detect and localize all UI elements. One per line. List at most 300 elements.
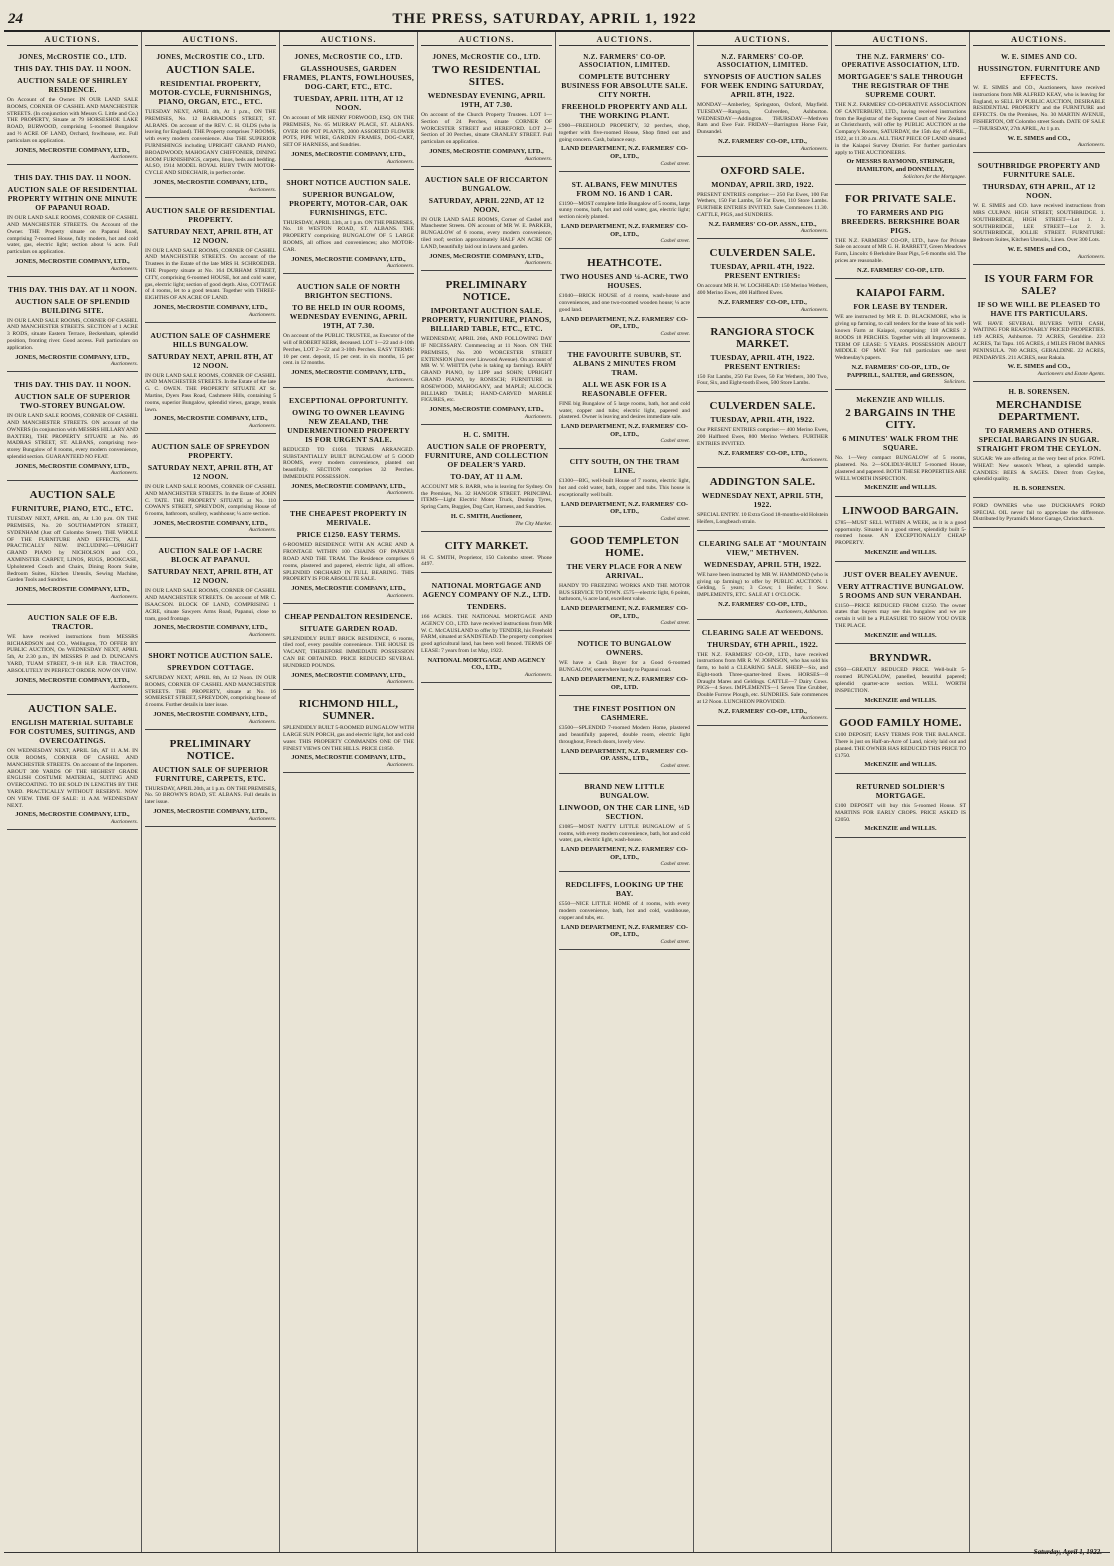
ad-body: WEDNESDAY, APRIL 26th, AND FOLLOWING DAY IF NECESSARY. Commencing at 11 Noon. ON THE PREMISES, No. 200 WORCESTER STREET EXTENSION (Just over Linwood Avenue). On account of MR W. V. WHITTA (who is taking up farming). BABY GRAND PIANO, by LIPP and SOHN; UPRIGHT GRAND PIANO, by RONISCH; FURNITURE in ROSEWOOD, MAHOGANY, and MAPLE; ALCOCK BILLIARD TABLE; HAND-CARVED MARBLE FIGURES, etc. [421,336,552,404]
ad-headline: SHORT NOTICE AUCTION SALE. [286,177,411,187]
ad-subheadline: AUCTION SALE OF SHIRLEY RESIDENCE. [17,76,128,94]
ad-body: £100 DEPOSIT, EASY TERMS FOR THE BALANCE. There is just on Half-an-Acre of Land, nicely laid out and planted. THE OWNER HAS REDUCED THIS PRICE TO £1750. [835,732,966,759]
ad-body: On account of the PUBLIC TRUSTEE, as Executor of the will of ROBERT KERR, deceased. LOT 1—22 and 4-10th Perches, LOT 2—22 and 3-10th Perches. EASY TERMS: 10 per cent. deposit, 15 per cent. in six months, 15 per cent. in 12 months. [283,333,414,367]
ad-subheadline: IF SO WE WILL BE PLEASED TO HAVE ITS PARTICULARS. [977,299,1101,318]
ad-headline: MORTGAGEE'S SALE THROUGH THE REGISTRAR OF THE SUPREME COURT. [837,72,964,99]
ad-headline: AUCTION SALE OF RESIDENTIAL PROPERTY. [145,205,276,224]
ad-subheadline: TO FARMERS AND OTHERS. SPECIAL BARGAINS IN SUGAR. STRAIGHT FROM THE CEYLON. [976,425,1102,453]
ad-signature-role: Cashel street. [660,861,690,868]
ad-headline: AUCTION SALE OF CASHMERE HILLS BUNGALOW. [150,330,271,349]
ad-auctioneer: N.Z. FARMERS' CO-OP. ASSOCIATION, LIMITED. [578,53,671,69]
ad-headline: CITY SOUTH, ON THE TRAM LINE. [569,457,680,476]
ad-body: THE N.Z. FARMERS' CO-OP., LTD., have for Private Sale on account of MR G. H. BARRETT, Green Meadows Farm, Lincoln: 6 Berkshire Boar Pigs, 5-6 months old. The prices are reasonable. [835,237,966,264]
ad-signature-role: Auctioneers. [800,715,828,722]
ad-headline: REDCLIFFS, LOOKING UP THE BAY. [565,880,684,899]
ad-signature: W. E. SIMES and CO., [1007,134,1071,142]
ad-headline: SYNOPSIS OF AUCTION SALES FOR WEEK ENDING SATURDAY, APRIL 8TH, 1922. [701,72,824,99]
ad-body: THE N.Z. FARMERS' CO-OP., LTD., have received instructions from MR R. W. JOHNSON, who has sold his farm, to hold a CLEARING SALE. SHEEP—Six, and Eight-tooth Three-quarter-bred Ewes. HORSES—8 Draught Mares and Geldings. CATTLE—7 Dairy Cows. PIGS—4 Sows. IMPLEMENTS—1 Seven Tine Grubber, Double Furrow Plough, etc. SUNDRIES. Sale commences at 12 Noon. LUNCHEON PROVIDED. [697,651,828,706]
ad-subheadline: TUESDAY, APRIL 11TH, AT 12 NOON. [293,94,404,112]
classified-ad [697,471,828,531]
ad-body: SPECIAL ENTRY. 10 Extra Good 18-months-old Holstein Heifers, Longbeach strain. [697,512,828,525]
ad-auctioneer: THE N.Z. FARMERS' CO-OPERATIVE ASSOCIATION, LTD. [841,53,960,69]
ad-body: 150 Fat Lambs, 250 Fat Ewes, 50 Fat Wethers, 300 Two, Four, Six, and Eight-tooth Ewes, 500 Store Lambs. [697,373,828,387]
ad-body: WE have a Cash Buyer for a Good 6-roomed BUNGALOW, somewhere handy to Papanui road. [559,660,690,674]
classified-ad [697,242,828,317]
ad-headline: THE FAVOURITE SUBURB, ST. ALBANS 2 MINUTES FROM TRAM. [567,349,682,377]
classified-ad [421,170,552,272]
ad-headline: AUCTION SALE OF 1-ACRE BLOCK AT PAPANUI. [158,546,263,565]
ad-subheadline: LINWOOD, ON THE CAR LINE, ½D SECTION. [559,802,690,821]
ad-signature-role: Auctioneers. [1077,253,1105,260]
classified-ad [421,274,552,425]
ad-signature-role: Auctioneers. [248,527,276,534]
ad-signature: JONES, McCROSTIE COMPANY, LTD., [15,586,130,594]
ad-headline: JUST OVER BEALEY AVENUE. [843,569,958,579]
ad-body: TUESDAY NEXT, APRIL 4th, At 1 p.m., ON THE PREMISES, No. 12 BARBADOES STREET, ST. ALBANS. On account of the REV. C. H. OLDS (who is leaving for England). THE Property comprises 7 ROOMS, with every modern convenience. Also THE SUPERIOR FURNISHINGS including UPRIGHT GRAND PIANO, BROADWOOD; MAHOGANY CHIFFONIER, DINING ROOM FURNISHINGS, carpets, linos, beds and bedding. ALSO, 1914 MODEL ROYAL RUBY TWIN MOTOR-CYCLE AND SIDECHAIR, in perfect order. [145,109,276,177]
ad-subheadline: AUCTION SALE OF SUPERIOR TWO-STOREY BUNGALOW. [14,392,131,411]
newspaper-page [4,4,1110,1558]
ad-signature: McKENZIE and WILLIS. [864,484,937,492]
ad-body: WE have been instructed by MR W. HAMMOND (who is giving up farming) to offer by PUBLIC AUCTION. 1 Gelding, 5 years; 3 Cows; 1 Heifer; 1 Sow. IMPLEMENTS, ETC. SALE AT 1 O'CLOCK. [697,571,828,599]
ad-body: IN OUR LAND SALE ROOMS, CORNER OF CASHEL AND MANCHESTER STREETS. On account of the Trustees in the Estate of the late MRS H. SCHROEDER. THE Property situate at No. 164 DURHAM STREET, CITY, comprising 6-roomed HOUSE, hot and cold water, gas, electric light; section of good depth. Also, COTTAGE of 4 rooms, let to a good tenant. Together with THREE-EIGHTHS OF AN ACRE OF LAND. [145,247,276,302]
ad-headline: CHEAP PENDALTON RESIDENCE. [284,611,413,621]
ad-body: On account of MR HENRY FORWOOD, ESQ. ON THE PREMISES, No. 65 MURRAY PLACE, ST. ALBANS. OVER 100 POT PLANTS, 2000 ASSORTED FLOWER POTS, PIPE WIRE, GARDEN FRAMES, DOG-CART, SET OF HARNESS, and Sundries. [283,115,414,149]
classified-ad [145,437,276,539]
classified-ad [835,565,966,645]
classified-ad [697,534,828,620]
ad-signature: McKENZIE and WILLIS. [864,549,937,557]
ad-signature-role: Cashel street. [660,160,690,167]
classified-ad [421,50,552,167]
ad-body: £100 DEPOSIT will buy this 5-roomed House. ST MARTINS FOR EARLY CROPS. PRICE ASKED IS £2050. [835,803,966,823]
ad-signature: LAND DEPARTMENT, N.Z. FARMERS' CO-OP., LTD., [560,222,689,238]
ad-subheadline: AUCTION SALE OF SPLENDID BUILDING SITE. [15,296,130,315]
column-4 [418,32,556,1552]
classified-ad [283,504,414,603]
ad-body: £550—NICE LITTLE HOME of 4 rooms, with every modern convenience, bath, hot and cold, washhouse, copper and tubs, etc. [559,901,690,921]
ad-signature-role: Cashel street. [660,438,690,445]
ad-signature-role: Cashel street. [660,330,690,337]
ad-body: IN OUR LAND SALE ROOMS, Corner of Cashel and Manchester Streets. ON account of MR W. E. PARKER, BUNGALOW of 6 rooms, every modern convenience, tiled roof; section approximately HALF AN ACRE OF LAND, beautifully laid out in lawns and garden. [421,216,552,250]
ad-subheadline: WEDNESDAY EVENING, APRIL 19TH, AT 7.30. [427,91,546,109]
ad-signature-role: Solicitors for the Mortgagee. [903,173,966,180]
ad-body: On account MR H. W. LOCHHEAD: 150 Merino Wethers, 400 Merino Ewes, 400 Halfbred Ewes. [697,283,828,297]
ad-headline: IS YOUR FARM FOR SALE? [984,272,1094,297]
ad-signature: H. C. SMITH, Auctioneer, [450,512,523,520]
ad-subheadline: RESIDENTIAL PROPERTY, MOTOR-CYCLE, FURNISHINGS, PIANO, ORGAN, ETC., ETC. [149,79,272,106]
ad-signature-role: Auctioneers. [386,490,414,497]
section-title: AUCTIONS. [559,32,690,46]
ad-signature-role: Auctioneers. [524,413,552,420]
ad-signature: JONES, McCROSTIE COMPANY, LTD., [153,808,268,816]
ad-auctioneer: JONES, McCROSTIE CO., LTD. [432,53,541,61]
ad-headline: ST. ALBANS, FEW MINUTES FROM NO. 16 AND 1 CAR. [571,179,678,198]
ad-headline: HUSSINGTON. FURNITURE AND EFFECTS. [977,64,1101,82]
ad-signature-role: Auctioneers and Estate Agents. [1037,370,1105,377]
ad-signature: JONES, McCROSTIE COMPANY, LTD., [291,255,406,263]
ad-signature: N.Z. FARMERS' CO-OP., LTD., [718,298,807,306]
ad-signature-role: Auctioneers. [386,263,414,270]
ad-subheadline: SUPERIOR BUNGALOW, PROPERTY, MOTOR-CAR, OAK FURNISHINGS, ETC. [289,189,408,217]
ad-body: HANDY TO FREEZING WORKS AND THE MOTOR BUS SERVICE TO TOWN. £575—electric light, 6 points, bathroom, ¼ acre land, excellent value. [559,582,690,603]
classified-ad [559,50,690,172]
ad-body: WE HAVE SEVERAL BUYERS WITH CASH, WAITING FOR REASONABLY PRICED PROPERTIES. 149 ACRES, Ashburton. 72 ACRES, Geraldine. 233 ACRES, Tai Tapu. 105 ACRES, 4 MILES FROM BANKS PENINSULA. 780 ACRES, GERALDINE. 22 ACRES, PENDARVES. 211 ACRES, near Rakaia. [973,320,1105,361]
classified-ad [835,188,966,280]
ad-signature: JONES, McCROSTIE COMPANY, LTD., [153,711,268,719]
ad-signature-role: Cashel street. [660,515,690,522]
ad-headline: TWO RESIDENTIAL SITES. [432,64,541,88]
ad-subheadline: THE VERY PLACE FOR A NEW ARRIVAL. [566,561,683,580]
classified-ad [145,646,276,730]
ad-signature: JONES, McCROSTIE COMPANY, LTD., [153,303,268,311]
ad-subheadline: ALL WE ASK FOR IS A REASONABLE OFFER. [581,379,668,398]
ad-signature: JONES, McCROSTIE COMPANY, LTD., [291,754,406,762]
ad-signature-role: Auctioneers. [524,155,552,162]
ad-subheadline: ENGLISH MATERIAL SUITABLE FOR COSTUMES, SUITINGS, AND OVERCOATINGS. [9,718,136,746]
ad-subheadline: SATURDAY, APRIL 22ND, AT 12 NOON. [428,195,545,214]
ad-headline: RANGIORA STOCK MARKET. [710,325,815,350]
ad-signature: LAND DEPARTMENT, N.Z. FARMERS' CO-OP., LTD., [560,846,689,861]
classified-ad [973,268,1105,382]
ad-auctioneer: H. B. SORENSEN. [1008,387,1070,396]
footer-date: Saturday, April 1, 1922. [1033,1548,1102,1556]
classified-ad [835,712,966,774]
ad-columns [4,32,1110,1553]
ad-headline: LINWOOD BARGAIN. [842,504,959,517]
column-1 [4,32,142,1552]
ad-headline: HEATHCOTE. [587,257,662,270]
ad-headline: GOOD FAMILY HOME. [839,717,962,730]
ad-signature-role: Auctioneers. [248,422,276,429]
ad-body: £1190—MOST complete little Bungalow of 5 rooms, large sunny rooms, bath, hot and cold water, gas, electric light; section nicely planted. [559,200,690,221]
ad-signature-role: Auctioneers. [800,457,828,464]
section-title: AUCTIONS. [973,32,1105,46]
ad-headline: AUCTION SALE OF E.B. TRACTOR. [27,612,118,631]
classified-ad [697,395,828,468]
ad-subheadline: TO BE HELD IN OUR ROOMS, WEDNESDAY EVENING, APRIL 19TH, AT 7.30. [289,303,408,331]
classified-ad [973,385,1105,498]
ad-signature-role: Cashel street. [660,238,690,245]
section-title: AUCTIONS. [421,32,552,46]
ad-subheadline: FOR LEASE BY TENDER. [853,302,948,312]
ad-body: THURSDAY, APRIL 20th, at 1 p.m. ON THE PREMISES, No. 50 BROWN'S ROAD, ST. ALBANS. Full details in later issue. [145,785,276,806]
column-5 [556,32,694,1552]
ad-body: THE N.Z. FARMERS' CO-OPERATIVE ASSOCIATION OF CANTERBURY, LTD., having received instructions from the Registrar of the Supreme Court of New Zealand at Christchurch, will offer by PUBLIC AUCTION at the Company's Rooms, SATURDAY, the 15th day of APRIL, 1922, at 11.30 a.m. ALL THAT PIECE OF LAND situated in the Kaiapoi Survey District. For further particulars apply to THE AUCTIONEERS. [835,102,966,156]
ad-signature: McKENZIE and WILLIS. [864,631,937,639]
ad-subheadline: VERY ATTRACTIVE BUNGALOW. 5 ROOMS AND SUN VERANDAH. [837,581,964,600]
ad-headline: PRELIMINARY NOTICE. [169,737,252,762]
ad-headline: AUCTION SALE. [166,64,255,76]
ad-signature: N.Z. FARMERS' CO-OP. ASSN., LTD., [708,220,817,228]
ad-signature: NATIONAL MORTGAGE AND AGENCY CO., LTD., [427,656,546,672]
classified-ad [283,50,414,170]
ad-signature-role: Cashel street. [660,620,690,627]
ad-body: On Account of the Owner. IN OUR LAND SALE ROOMS, CORNER OF CASHEL AND MANCHESTER STREETS. (In conjunction with Messrs G. Little and Co.) THE PROPERTY, Situate at 79 HORSESHOE LAKE ROAD, BURWOOD, comprising 5-roomed Bungalow and ½ ACRE OF LAND, Orchard, fowlhouse, etc. Full particulars on application. [7,97,138,144]
ad-signature: W. E. SIMES and CO., [1007,363,1071,371]
ad-subheadline: WEDNESDAY, APRIL 5TH, 1922. [703,559,822,569]
ad-signature-role: Auctioneers. [248,718,276,725]
ad-body: W. E. SIMES and CO. have received instructions from MRS CULPAN. HIGH STREET, SOUTHBRIDGE. 1. SOUTHBRIDGE, HIGH STREET—Lot 1. 2. SOUTHBRIDGE, LEE STREET—Lot 2. 3. SOUTHBRIDGE, JOLLIE STREET. FURNITURE: Bedroom Suites, Kitchen Utensils, Linen. Over 300 Lots. [973,203,1105,244]
ad-signature-role: Auctioneers. [110,470,138,477]
classified-ad [559,452,690,527]
ad-signature: LAND DEPARTMENT, N.Z. FARMERS' CO-OP., LTD., [560,605,689,620]
ad-signature: McKENZIE and WILLIS. [864,825,937,833]
ad-headline: MERCHANDISE DEPARTMENT. [996,398,1082,423]
section-title: AUCTIONS. [7,32,138,46]
page-number: 24 [8,11,23,27]
ad-auctioneer: H. C. SMITH. [463,430,510,439]
ad-signature: McKENZIE and WILLIS. [864,696,937,704]
ad-auctioneer: McKENZIE AND WILLIS. [856,396,945,405]
ad-headline: CLEARING SALE AT "MOUNTAIN VIEW," METHVEN. [698,538,827,557]
ad-headline: BRYNDWR. [869,652,932,665]
ad-signature: N.Z. FARMERS' CO-OP., LTD., [718,707,807,715]
classified-ad [697,321,828,393]
ad-subheadline: PRICE £1250. EASY TERMS. [296,530,401,540]
classified-ad [973,50,1105,153]
ad-signature-role: Auctioneers. [248,186,276,193]
ad-signature: JONES, McCROSTIE COMPANY, LTD., [291,482,406,490]
classified-ad [973,156,1105,264]
column-2 [142,32,280,1552]
ad-signature-role: Auctioneers. [110,593,138,600]
ad-signature: JONES, McCROSTIE COMPANY, LTD., [153,519,268,527]
section-title: AUCTIONS. [697,32,828,46]
ad-body: IN OUR LAND SALE ROOMS, CORNER OF CASHEL AND MANCHESTER STREETS. ON account of the OWNERS (in conjunction with MESSRS HILLARY AND BAXTER), THE PROPERTY SITUATE at No. 46 MADRAS STREET, ST. ALBANS, comprising two-storey Bungalow of 8 rooms, every modern convenience, splendid section. GUARANTEED NO FEAT. [7,413,138,460]
ad-body: PRESENT ENTRIES comprise:— 250 Fat Ewes, 100 Fat Wethers, 150 Fat Lambs, 50 Fat Ewes, 110 Store Lambs. FURTHER ENTRIES INVITED. Sale Commences 11.30. CATTLE, PIGS, and SUNDRIES. [697,191,828,218]
ad-signature: LAND DEPARTMENT, N.Z. FARMERS' CO-OP., LTD., [560,923,689,939]
classified-ad [7,698,138,830]
page-date: SATURDAY, APRIL 1, 1922 [492,11,697,27]
ad-signature: JONES, McCROSTIE COMPANY, LTD., [429,252,544,260]
ad-signature: JONES, McCROSTIE COMPANY, LTD., [291,150,406,158]
ad-body: FINE big Bungalow of 5 large rooms, bath, hot and cold water, copper and tubs; electric light, papered and plastered. Owner is leaving and desires immediate sale. [559,400,690,421]
ad-headline: CLEARING SALE AT WEEDONS. [701,627,824,637]
ad-auctioneer: JONES, McCROSTIE CO., LTD. [18,53,127,61]
ad-signature-role: Auctioneers. [386,762,414,769]
ad-headline: THE CHEAPEST PROPERTY IN MERIVALE. [290,509,407,528]
ad-body: IN OUR LAND SALE ROOMS, CORNER OF CASHEL AND MANCHESTER STREETS. In the Estate of JOHN C. TATE. THE PROPERTY SITUATE at No. 110 COWAN'S STREET, SPREYDON, comprising House of 6 rooms, bathroom, scullery, washhouse; ¼ acre section. [145,483,276,518]
ad-body: TUESDAY NEXT, APRIL 4th, At 1.30 p.m. ON THE PREMISES, No. 20 SOUTHAMPTON STREET, SYDENHAM (Just off Colombo Street). THE WHOLE OF THE FURNITURE AND EFFECTS, ALL PRACTICALLY NEW. INCLUDING—UPRIGHT GRAND PIANO by NICHOLSON and CO., AXMINSTER CARPET, LINOS, RUGS, BOOKCASE, Upholstered Couch and Chairs, Dining Room Suite, Bedroom Suites, Kitchen Utensils, Sewing Machine, Garden Tools and Sundries. [7,516,138,584]
ad-signature: JONES, McCROSTIE COMPANY, LTD., [15,353,130,361]
ad-signature-role: Auctioneers. [386,376,414,383]
ad-signature-role: Auctioneers. [386,158,414,165]
ad-headline: RICHMOND HILL, SUMNER. [298,698,399,723]
ad-body: WE have received instructions from MESSRS RICHARDSON and CO., Wellington, TO OFFER BY PUBLIC AUCTION, On WEDNESDAY NEXT, APRIL 5th, At 2.30 p.m., IN MESSRS P. and D. DUNCAN'S YARD, TUAM STREET, 9-18 H.P. E.B. TRACTOR, ABSOLUTELY IN PERFECT ORDER. NOW ON VIEW. [7,633,138,674]
ad-signature: JONES, McCROSTIE COMPANY, LTD., [15,676,130,684]
classified-ad [559,634,690,696]
ad-signature-role: Auctioneers, Ashburton. [775,608,828,615]
classified-ad [7,50,138,165]
ad-signature-role: Auctioneers. [386,592,414,599]
ad-body: 166 ACRES. THE NATIONAL MORTGAGE AND AGENCY CO., LTD. have received instructions from MR W. C. McCAUSLAND to offer by TENDER, his Freehold FARM, situated at SANDSTEAD. The property comprises good agricultural land, has been well fenced. TERMS OF LEASE: 7 years from 1st May, 1922. [421,614,552,655]
ad-body: No. 1—Very compact BUNGALOW of 5 rooms, plastered. No. 2—SOLIDLY-BUILT 5-roomed House, plastered and papered. BOTH THESE PROPERTIES ARE WELL WORTH INSPECTION. [835,455,966,482]
classified-ad [283,607,414,691]
ad-headline: THE FINEST POSITION ON CASHMERE. [573,704,676,723]
ad-headline: NOTICE TO BUNGALOW OWNERS. [577,639,672,658]
ad-headline: AUCTION SALE OF NORTH BRIGHTON SECTIONS. [296,282,401,301]
classified-ad [421,535,552,574]
ad-headline: COMPLETE BUTCHERY BUSINESS FOR ABSOLUTE SALE. CITY NORTH. [561,72,688,99]
ad-signature: JONES, McCROSTIE COMPANY, LTD., [15,146,130,154]
ad-signature-role: Auctioneers. [800,306,828,313]
ad-subheadline: 6 MINUTES' WALK FROM THE SQUARE. [842,434,959,453]
column-3 [280,32,418,1552]
ad-body: £1300—BIG, well-built House of 7 rooms, electric light, hot and cold water, bath, copper and tubs. This house is exceptionally well built. [559,478,690,498]
ad-body: SATURDAY NEXT, APRIL 8th, At 12 Noon. IN OUR ROOMS, CORNER OF CASHEL AND MANCHESTER STREETS. THE PROPERTY, situate at No. 16 SOMERSET STREET, SPREYDON, comprising house of 4 rooms. Further details in later issue. [145,675,276,709]
classified-ad [835,647,966,709]
ad-subheadline: SPREYDON COTTAGE. [167,663,254,673]
ad-signature-role: Auctioneers. [110,265,138,272]
ad-auctioneer: JONES, McCROSTIE CO., LTD. [294,53,403,61]
page-title: THE PRESS, SATURDAY, APRIL 1, 1922 [392,11,697,27]
classified-ad [559,875,690,950]
ad-subheadline: FURNITURE, PIANO, ETC., ETC. [11,504,134,514]
ad-body: £950—GREATLY REDUCED PRICE. Well-built 5-roomed BUNGALOW, panelled, beautiful papered; splendid quarter-acre section. WELL WORTH INSPECTION. [835,667,966,694]
ad-body: REDUCED TO £1050. TERMS ARRANGED. SUBSTANTIALLY BUILT BUNGALOW of 5 GOOD ROOMS, every modern convenience, planted out beautifully. SECTION comprises 32 Perches. IMMEDIATE POSSESSION. [283,446,414,480]
ad-headline: OXFORD SALE. [720,164,805,177]
ad-signature-role: Auctioneers. [248,632,276,639]
ad-headline: KAIAPOI FARM. [856,287,945,300]
ad-subheadline: TO-DAY, AT 11 A.M. [450,471,523,481]
classified-ad [835,500,966,562]
ad-headline: RETURNED SOLDIER'S MORTGAGE. [856,782,945,801]
ad-signature-role: Auctioneers. [110,154,138,161]
ad-signature: McKENZIE and WILLIS. [864,761,937,769]
ad-headline: THIS DAY. THIS DAY. 11 NOON. [13,173,132,183]
ad-subheadline: TUESDAY, APRIL 4TH, 1922. [710,415,815,425]
ad-signature: LAND DEPARTMENT, N.Z. FARMERS' CO-OP., LTD., [560,315,689,331]
ad-body: H. C. SMITH, Proprietor, 150 Colombo street. 'Phone 4497. [421,554,552,568]
ad-body: WE are instructed by MR E. D. BLACKMORE, who is giving up farming, to call tenders for the lease of his well-known Farm at Kaiapoi, comprising: 118 ACRES 2 ROODS 18 PERCHES. Together with all Improvements. TERM OF LEASE: 5 YEARS. POSSESSION ABOUT MIDDLE OF MAY. For full particulars see next Wednesday's papers. [835,314,966,362]
classified-ad [145,50,276,198]
column-6 [694,32,832,1552]
ad-subheadline: SATURDAY NEXT, APRIL 8TH, AT 12 NOON. [147,351,274,370]
ad-signature-role: Auctioneers. [524,672,552,679]
ad-signature: JONES, McCROSTIE COMPANY, LTD., [153,624,268,632]
ad-body: ACCOUNT MR S. BARR, who is leaving for Sydney. On the Premises, No. 32 HANGOR STREET. PRINCIPAL ITEMS—Light Electric Motor Truck, Dunlop Tyres, Spring Carts, Buggies, Dog Cart, Harness, and Sundries. [421,483,552,511]
ad-signature-role: Auctioneers. [1077,142,1105,149]
ad-body: £1040—BRICK HOUSE of 4 rooms, wash-house and conveniences, and one two-roomed wooden house; ¼ acre good land. [559,293,690,313]
ad-subheadline: SATURDAY NEXT, APRIL 8TH, AT 12 NOON. [147,226,274,245]
classified-ad [835,393,966,497]
ad-headline: AUCTION SALE OF PROPERTY, FURNITURE, AND COLLECTION OF DEALER'S YARD. [424,441,549,469]
classified-ad [421,428,552,532]
ad-subheadline: IMPORTANT AUCTION SALE. PROPERTY, FURNITURE, PIANOS, BILLIARD TABLE, ETC., ETC. [421,306,552,334]
ad-subheadline: THURSDAY, 6TH APRIL, 1922. [707,639,818,649]
section-title: AUCTIONS. [835,32,966,46]
ad-signature-role: Auctioneers. [248,311,276,318]
ad-auctioneer: N.Z. FARMERS' CO-OP. ASSOCIATION, LIMITED. [716,53,809,69]
ad-signature: N.Z. FARMERS' CO-OP., LTD. [856,266,945,274]
ad-body: FORD OWNERS who use DUCKHAM'S FORD SPECIAL OIL never fail to appreciate the difference. Distributed by Pyramid's Motor Garage, Christchurch. [973,502,1105,523]
classified-ad [835,282,966,390]
ad-subheadline: FREEHOLD PROPERTY AND ALL THE WORKING PLANT. [561,102,688,120]
classified-ad [283,693,414,773]
ad-signature-role: Auctioneers. [110,361,138,368]
ad-signature: H. B. SORENSEN. [1013,485,1065,493]
ad-headline: GLASSHOUSES, GARDEN FRAMES, PLANTS, FOWLHOUSES, DOG-CART, ETC., ETC. [283,64,414,91]
ad-signature: LAND DEPARTMENT, N.Z. FARMERS' CO-OP., LTD., [560,145,689,160]
ad-body: £1150—PRICE REDUCED FROM £1250. The owner states that buyers may see this bungalow and we are certain it will be a PLEASURE TO SHOW YOU OVER THE PLACE. [835,602,966,630]
ad-subheadline: MONDAY, APRIL 3RD, 1922. [711,179,814,189]
ad-signature-role: Auctioneers. [800,145,828,152]
ad-signature: N.Z. FARMERS' CO-OP., LTD., Or PAPPRILL, SALTER, and GRESSON, [847,363,954,379]
ad-headline: BRAND NEW LITTLE BUNGALOW. [584,781,665,800]
classified-ad [145,201,276,323]
classified-ad [697,623,828,727]
ad-signature: N.Z. FARMERS' CO-OP., LTD., [718,600,807,608]
ad-body: £785—MUST SELL WITHIN A WEEK, as it is a good opportunity. Situated in a good street, splendidly built 5-roomed house. AN EXCEPTIONALLY CHEAP PROPERTY. [835,519,966,547]
ad-signature-role: Auctioneers. [386,679,414,686]
ad-headline: THIS DAY. THIS DAY. 11 NOON. [13,64,132,73]
classified-ad [559,530,690,632]
classified-ad [283,173,414,275]
ad-signature: LAND DEPARTMENT, N.Z. FARMERS' CO-OP. ASSN., LTD., [560,747,689,763]
classified-ad [421,576,552,683]
ad-subheadline: SATURDAY NEXT, APRIL 8TH, AT 12 NOON. [147,567,274,586]
ad-headline: CITY MARKET. [444,539,529,552]
classified-ad [973,501,1105,528]
ad-body: ON WEDNESDAY NEXT, APRIL 5th, AT 11 A.M. IN OUR ROOMS, CORNER OF CASHEL AND MANCHESTER STREETS. On account of the Importers. ABOUT 300 YARDS OF THE HIGHEST GRADE ENGLISH COSTUME MATERIAL, SUITING AND OVERCOATING. TO BE SOLD IN LENGTHS BY THE YARD. PRACTICALLY WITHOUT RESERVE. NOW ON VIEW. TIME OF SALE: 11 A.M. WEDNESDAY NEXT. [7,748,138,809]
ad-signature: JONES, McCROSTIE COMPANY, LTD., [153,178,268,186]
ad-headline: THIS DAY. THIS DAY. AT 11 NOON. [8,284,137,294]
ad-headline: THIS DAY. THIS DAY. 11 NOON. [13,380,132,390]
ad-signature: JONES, McCROSTIE COMPANY, LTD., [429,147,544,155]
ad-body: 6-ROOMED RESIDENCE WITH AN ACRE AND A FRONTAGE WITHIN 100 CHAINS OF PAPANUI ROAD AND THE TRAM. The Residence comprises 6 rooms, plastered and papered, electric light, all offices. SPLENDID ORCHARD IN FULL BEARING. THIS PROPERTY IS FOR ABSOLUTE SALE. [283,542,414,583]
ad-signature: JONES, McCROSTIE COMPANY, LTD., [153,415,268,423]
classified-ad [559,175,690,250]
ad-signature-role: Auctioneers. [524,260,552,267]
ad-body: £1085—MOST NATTY LITTLE BUNGALOW of 5 rooms, with every modern convenience, bath, hot and cold water, gas, electric light, wash-house. [559,823,690,844]
classified-ad [145,541,276,643]
classified-ad [559,345,690,450]
ad-headline: AUCTION SALE [29,489,116,502]
ad-body: IN OUR LAND SALE ROOMS, CORNER OF CASHEL AND MANCHESTER STREETS. On account of MR C. ISAACSON. BLOCK OF LAND, COMPRISING 1 ACRE, situate Sawyers Arms Road, Papanui, close to tram, good frontage. [145,588,276,622]
ad-signature-role: Auctioneers. [110,819,138,825]
classified-ad [145,733,276,827]
ad-headline: AUCTION SALE. [28,703,117,716]
ad-body: THURSDAY, APRIL 13th, at 1 p.m. ON THE PREMISES, No. 18 WESTON ROAD, ST. ALBANS. THE PROPERTY comprising BUNGALOW OF 5 LARGE ROOMS, all offices and conveniences; also MOTOR-CAR. [283,219,414,253]
column-8 [970,32,1108,1552]
ad-headline: NATIONAL MORTGAGE AND AGENCY COMPANY OF N.Z., LTD. [422,581,551,600]
ad-signature: JONES, McCROSTIE COMPANY, LTD., [291,585,406,593]
ad-signature-role: Solicitors. [943,379,966,386]
classified-ad [283,277,414,388]
ad-signature: W. E. SIMES and CO., [1007,245,1071,253]
ad-signature: JONES, McCROSTIE COMPANY, LTD., [15,257,130,265]
ad-signature-role: Auctioneers. [248,815,276,822]
ad-signature: JONES, McCROSTIE COMPANY, LTD., [291,369,406,377]
ad-subheadline: THURSDAY, 6TH APRIL, AT 12 NOON. [982,182,1096,201]
ad-body: £900—FREEHOLD PROPERTY, 32 perches, shop, together with five-roomed House, Shop fitted out and going concern. Cash, balance easy. [559,123,690,143]
ad-signature-role: Cashel street. [660,938,690,945]
ad-signature: N.Z. FARMERS' CO-OP., LTD., [718,137,807,145]
ad-auctioneer: W. E. SIMES AND CO. [1000,53,1078,61]
ad-headline: SOUTHBRIDGE PROPERTY AND FURNITURE SALE. [977,161,1101,180]
ad-subheadline: OWING TO OWNER LEAVING NEW ZEALAND, THE UNDERMENTIONED PROPERTY IS FOR URGENT SALE. [287,407,410,444]
ad-subheadline: SATURDAY NEXT, APRIL 8TH, AT 12 NOON. [147,462,274,481]
classified-ad [7,168,138,276]
classified-ad [559,699,690,774]
ad-body: IN OUR LAND SALE ROOMS, CORNER OF CASHEL AND MANCHESTER STREETS. On Account of the Owner. THE Property situate on Papanui Road, comprising 7-roomed House, fully modern, hot and cold water, gas, electric light; section about ¼ acre. Full particulars on application. [7,215,138,256]
ad-subheadline: TENDERS. [466,602,507,612]
ad-signature-role: The City Market. [515,520,552,527]
ad-signature: LAND DEPARTMENT, N.Z. FARMERS' CO-OP., LTD. [560,676,689,691]
section-title: AUCTIONS. [283,32,414,46]
ad-subheadline: WEDNESDAY NEXT, APRIL 5TH, 1922. [701,491,824,510]
ad-body: W. E. SIMES and CO., Auctioneers, have received instructions from MR ALFRED KEAY, who is leaving for England, to SELL BY PUBLIC AUCTION, DESIRABLE RESIDENTIAL PROPERTY and the FURNITURE and EFFECTS. On the Premises, No. 30 MARTIN AVENUE, FISHERTON, Off Colombo street South. DATE OF SALE—THURSDAY, 27th APRIL, At 1 p.m. [973,85,1105,132]
